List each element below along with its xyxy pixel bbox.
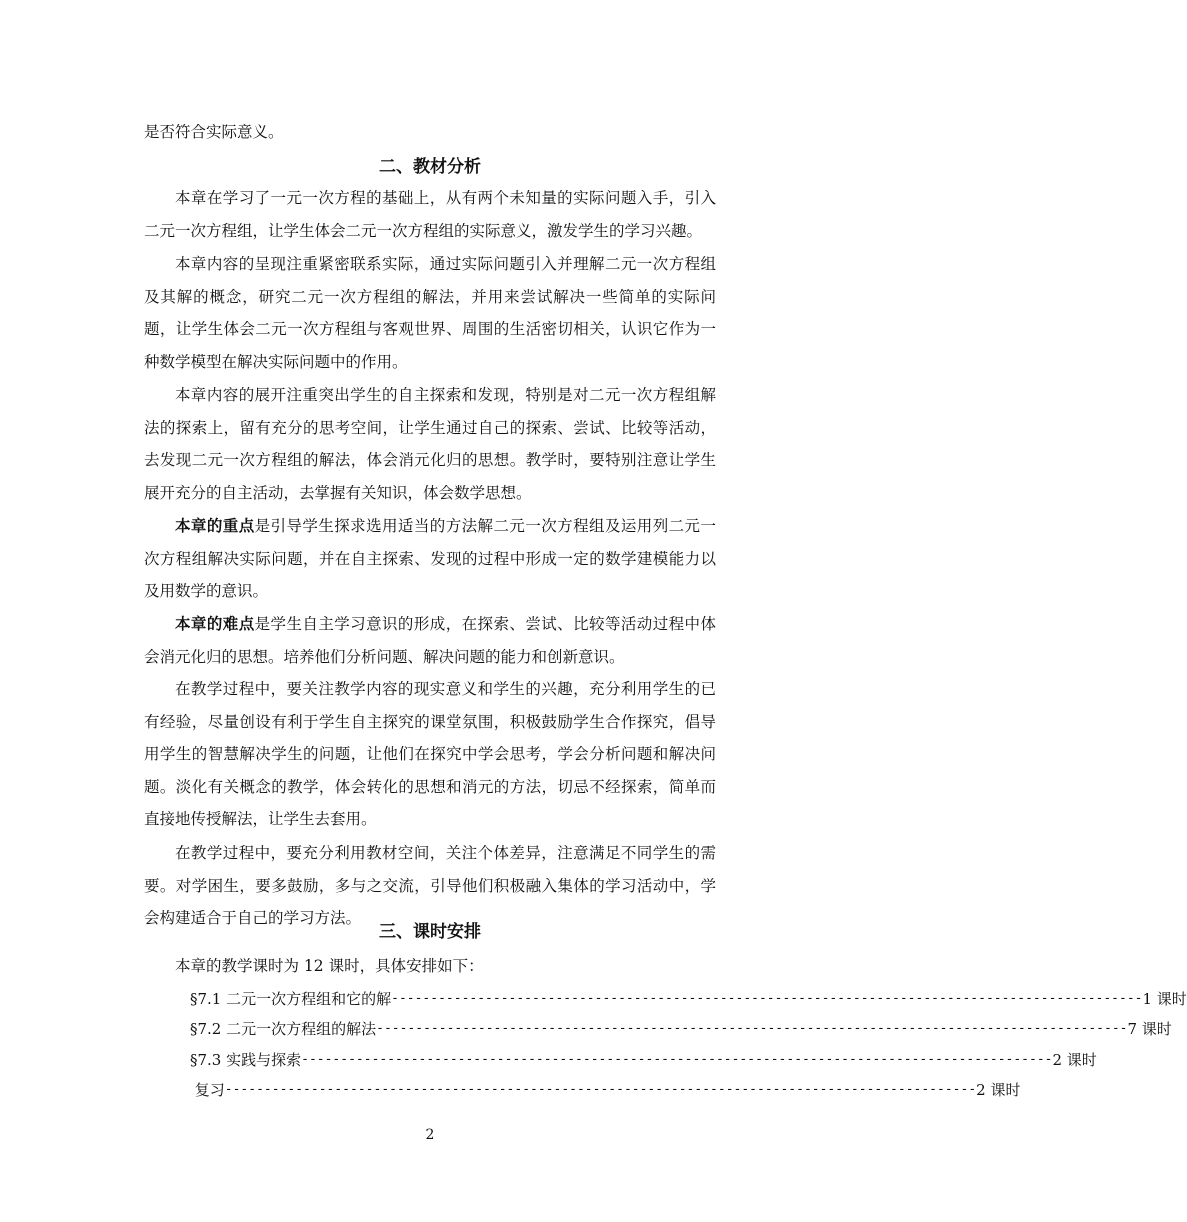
schedule-intro: 本章的教学课时为 12 课时，具体安排如下： — [175, 957, 484, 975]
schedule-item-label: §7.2 二元一次方程组的解法 — [190, 1020, 377, 1038]
paragraph-exploration: 本章内容的展开注重突出学生的自主探索和发现，特别是对二元一次方程组解法的探索上，留有充分的思考空间，让学生通过自己的探索、尝试、比较等活动，去发现二元一次方程组的解法，体会消元化归的思想。教学时，要特别注意让学生展开充分的自主活动，去掌握有关知识，体会数学思想。 — [144, 386, 716, 502]
schedule-item — [190, 1019, 1172, 1039]
leader-dashes: ------------------------------------------------------------------------------------------------ — [301, 1052, 1053, 1067]
schedule-item-hours: 2 课时 — [1052, 1051, 1097, 1069]
paragraph-fragment: 是否符合实际意义。 — [144, 123, 284, 141]
schedule-item-label: §7.1 二元一次方程组和它的解 — [190, 990, 392, 1008]
page-number: 2 — [425, 1127, 435, 1143]
section-heading-textbook-analysis: 二、教材分析 — [379, 157, 481, 177]
leader-dashes: ------------------------------------------------------------------------------------------------ — [224, 1082, 977, 1097]
schedule-item-hours: 7 课时 — [1127, 1020, 1172, 1038]
schedule-item — [190, 1080, 1021, 1100]
leader-dashes: ------------------------------------------------------------------------------------------------ — [376, 1021, 1128, 1036]
paragraph-intro: 本章在学习了一元一次方程的基础上，从有两个未知量的实际问题入手，引入二元一次方程组，让学生体会二元一次方程组的实际意义，激发学生的学习兴趣。 — [144, 189, 716, 240]
schedule-item-label: §7.3 实践与探索 — [190, 1051, 302, 1069]
section-heading-schedule: 三、课时安排 — [379, 922, 481, 942]
schedule-item-label: 复习 — [190, 1081, 225, 1099]
schedule-item-hours: 2 课时 — [976, 1081, 1021, 1099]
leader-dashes: ------------------------------------------------------------------------------------------------ — [391, 991, 1143, 1006]
paragraph-content-presentation: 本章内容的呈现注重紧密联系实际，通过实际问题引入并理解二元一次方程组及其解的概念，研究二元一次方程组的解法，并用来尝试解决一些简单的实际问题，让学生体会二元一次方程组与客观世界、周围的生活密切相关，认识它作为一种数学模型在解决实际问题中的作用。 — [144, 255, 716, 371]
paragraph-individual-differences: 在教学过程中，要充分利用教材空间，关注个体差异，注意满足不同学生的需要。对学困生，要多鼓励，多与之交流，引导他们积极融入集体的学习活动中，学会构建适合于自己的学习方法。 — [144, 844, 716, 927]
schedule-item-hours: 1 课时 — [1142, 990, 1187, 1008]
schedule-item — [190, 1050, 1097, 1070]
schedule-item — [190, 989, 1187, 1009]
key-points-label: 本章的重点 — [175, 517, 255, 535]
difficulties-label: 本章的难点 — [175, 615, 255, 633]
difficulties-text: 是学生自主学习意识的形成，在探索、尝试、比较等活动过程中体会消元化归的思想。培养他们分析问题、解决问题的能力和创新意识。 — [144, 615, 716, 666]
paragraph-key-points — [144, 510, 716, 608]
paragraph-difficulties — [144, 608, 716, 673]
paragraph-teaching-process: 在教学过程中，要关注教学内容的现实意义和学生的兴趣，充分利用学生的已有经验，尽量创设有利于学生自主探究的课堂氛围，积极鼓励学生合作探究，倡导用学生的智慧解决学生的问题，让他们在探究中学会思考，学会分析问题和解决问题。淡化有关概念的教学，体会转化的思想和消元的方法，切忌不经探索，简单而直接地传授解法，让学生去套用。 — [144, 680, 716, 828]
key-points-text: 是引导学生探求选用适当的方法解二元一次方程组及运用列二元一次方程组解决实际问题，并在自主探索、发现的过程中形成一定的数学建模能力以及用数学的意识。 — [144, 517, 716, 600]
